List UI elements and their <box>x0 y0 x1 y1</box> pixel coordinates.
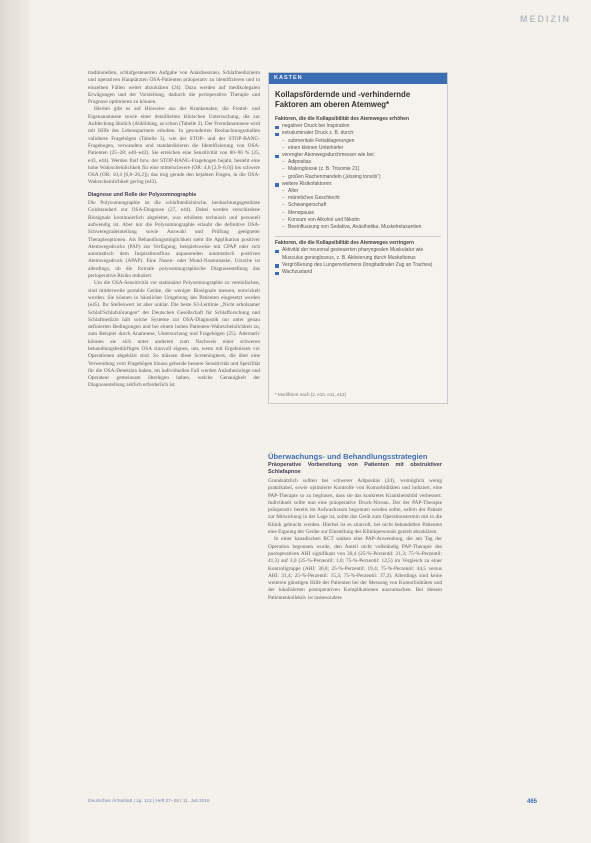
box-sub-item: – submentale Fettablagerungen <box>275 138 441 145</box>
box-sub-item: – männliches Geschlecht <box>275 195 441 202</box>
box-body <box>269 116 447 231</box>
left-paragraph-3: Die Polysomnographie ist die schlafmedizinische, beobachtungsgestützte Goldstandard zur OSA-Diagnose (27, e44). Dabei werden verschiedene Biosignale kontinuierlich abgeleitet, was erhöhten technisch und personell aufwendig ist. Aber nur die Polysomnographie erlaubt die definitive OSA-Schweregradeinteilung sowie Auswahl und Prüfung geeigneter Therapieoptionen. Als Behandlungsmöglichkeit steht die Applikation positiver Atemwegsdrucks (PAP) zur Verfügung, beispielsweise mit CPAP oder sich automatisch dem Inspirationsfluss anpassenden automatisch positiven Atemwegsdruck (APAP). Eine Nasen- oder Mund-Nasenmaske, Ursache ist allerdings, ob die formale polysomnographische Diagnosestellung das perioperative Risiko reduziert. <box>88 200 260 280</box>
box-bullet-item: Vergrößerung des Lungenvolumens (longitudinaler Zug an Trachea) <box>275 262 441 269</box>
box-title: Kollapsfördernde und -verhindernde Faktoren am oberen Atemweg* <box>275 90 411 109</box>
box-bullet-item: Wachzustand <box>275 269 441 276</box>
box-section2-list <box>275 247 441 276</box>
box-bullet-item: extraluminaler Druck z. B. durch: <box>275 130 441 137</box>
right-paragraph-2: In einer kanadischen RCT sanken eine PAP-Anwendung, die am Tag der Operation begonnen wurde, den Anteil nicht vollständig PAP-Therapie des postoperativen AHI signifikant von 30,4 (25-%-Perzentil: 21,3; 75-%-Perzentil: 41,3) auf 3,0 (25-%-Perzentil: 1,0; 75-%-Perzentil: 12,5) im Vergleich zu einer Kontrollgruppe (AHI: 30,8; 25-%-Perzentil: 19,4; 75-%-Perzentil: 44,5 versus AHI: 31,4; 25-%-Perzentil: 15,3; 75-%-Perzentil: 37,2). Allerdings sind keine weiteren günstigen Hilfe der Patienten bei der Messung von Komorbiditäten und der lokalisierten postoperativen Komplikationen auszumachen. Bei diesem Patientenkollektiv ist insbesondere <box>268 536 442 601</box>
footer-citation: Deutsches Ärzteblatt | Jg. 113 | Heft 27–28 | 11. Juli 2016 <box>88 799 210 804</box>
box-sub-item: – Beeinflussung von Sedativa, Anästhetika, Muskelrelaxantien <box>275 224 441 231</box>
box-divider <box>275 236 441 237</box>
right-text-column <box>268 452 442 602</box>
left-paragraph-4: Um die OSA-Sensitivität vor stationärer Polysomnographie zu vereinfachen, sind mittlerweile portable Geräte, die weniger Biosignale messen, entwickelt worden. Sie können in häuslicher Umgebung des Patienten eingesetzt werden (e45). Ihr Stellenwert ist aber unklar. Die beste S3-Leitlinie „Nicht erholsamer Schlaf/Schlafstörungen“ der Deutschen Gesellschaft für Schlafforschung und Schlafmedizin hält solche Systeme zur OSA-Diagnostik nur unter genau definierten Bedingungen und bei einem hohen Patienten-Wahrscheinlichkeit zu, zum Beispiel durch Anamnese, Untersuchung und Fragebögen (25). Alternativ können sie sich unter anderem zum Nachweis einer schweren behandlungsbedürftigen OSA sinnvoll eignen, um, wenn mit Ergebnissen vor Operationen abgeklärt sind. So müssen diese Screeningtests, die über eine Verwendung vorn Fragebögen hinaus gehende bessere Sensitivität und Spezifität für die OSA-Detektion haben, im individuellen Fall werden Anästhesiologe und Operateur gemeinsam überlegen haben, welche Genauigkeit der Diagnosestellung zeitlich erforderlich ist. <box>88 280 260 389</box>
right-section-title: Überwachungs- und Behandlungsstrategien <box>268 452 428 461</box>
box-footnote: * Modifiziert nach (2, e10, e11, e12) <box>275 392 346 397</box>
page-binding-shadow <box>0 0 30 843</box>
box-sub-item: – Makroglossie (z. B. Trisomie 21) <box>275 166 441 173</box>
box-section1-list <box>275 123 441 231</box>
box-body-2 <box>269 240 447 276</box>
box-sub-item: – Menopause <box>275 210 441 217</box>
box-sub-item: – Schwangerschaft <box>275 202 441 209</box>
left-paragraph-1: traditionellen, schlafgesteuerten Aufgabe von Anästhesisten, Schlafmedizinern und operativen Hauptärzten OSA-Patienten präoperativ zu identifizieren und in einzelnen Fällen weiter abzuklären (24). Dazu werden auf medikolegalen Erwägungen und der Vorstellung, dadurch die perioperative Therapie und Prognose optimieren zu können. <box>88 70 260 106</box>
box-sub-item: – Adipositas <box>275 159 441 166</box>
right-section-subtitle: Präoperative Vorbereitung von Patienten mit obstruktiver Schlafapnoe <box>268 462 442 475</box>
page-number: 465 <box>527 799 538 805</box>
right-paragraph-1: Grundsätzlich sollten bei schwerer Adipositas (24), womöglich wenig praktikabel, sowie optimierte Kontrolle von Komorbiditäten und indiziert, eine PAP-Therapie so zu beginnen, dass sie das konkretes Krankheitsbild verbessert. Individuell sollte nun eine präoperative Druck-Niveau. Der der PAP-Therapie präoperativ bereits im Aufwachraum begonnen werden sollte, sofern der Patient zur Mitwirkung in der Lage ist, sollte das Gerät zum Operationstermin mit in die Klinik gebracht werden. Hierbei ist es sinnvoll, bei nicht behandelten Patienten eine Eignung der Geräte zur Einstellung des Klinikpersonals gezielt abzuklären. <box>268 478 442 536</box>
box-sub-item: – großen Rachenmandeln („kissing tonsils“) <box>275 174 441 181</box>
box-header-label: KASTEN <box>269 73 447 84</box>
box-bullet-item: Aktivität der neuronal gesteuerten pharyngealen Muskulatur wie Musculus genioglossus, z. B. Aktivierung durch Muskeltonus <box>275 247 441 261</box>
box-section2-heading: Faktoren, die die Kollapsibilität des Atemweges verringern <box>275 240 415 247</box>
left-subheading: Diagnose und Rolle der Polysomnographie <box>88 191 197 198</box>
box-bullet-item: negativer Druck bei Inspiration <box>275 123 441 130</box>
box-bullet-item: verengter Atemwegsdurchmesser wie bei: <box>275 152 441 159</box>
box-sub-item: – einen kleinen Unterkiefer <box>275 145 441 152</box>
box-sub-item: – Konsum von Alkohol und Nikotin <box>275 217 441 224</box>
box-section1-heading: Faktoren, die die Kollapsibilität des Atemweges erhöhen <box>275 116 410 122</box>
box-bullet-item: weitere Risikofaktoren: <box>275 181 441 188</box>
left-text-column <box>88 70 260 390</box>
box-sub-item: – Alter <box>275 188 441 195</box>
left-paragraph-2: Hierbei gibt es auf Hinweise aus der Krankenakte, die Fremd- und Eigenanamnese sowie einer detaillierten klinischen Untersuchung, die zur Aufdeckung ähnlich (Abbildung, as schon (Tabelle 2). Der Fremdanamnese wird mit Hilfe des Lebenspartners erhoben. In gesonderten Beobachtungsstudien validierte Fragebögen (Tabelle 3), wie der STOP- und der STOP-BANG-Fragebogen, verwandten und standardisieren die Identifizierung von OSA-Patienten (25–28; e40–e42). Sie erreichen eine Sensitivität von 80–90 % (25, e43, e44). Werden fünf bzw. der STOP-BANG-Fragebogen bejaht, besteht eine hohe Wahrscheinlichkeit für eine mittelschwere (OR: 4,8 [2,9–8,0]) bis schwere OSA (OR: 10,4 [6,8–26,2]); das trug gerade den bejahten Fragen, in die OSA-Wahrscheinlichkeit gering (e42). <box>88 106 260 186</box>
section-header-label: MEDIZIN <box>520 14 571 24</box>
factor-info-box <box>268 72 448 404</box>
